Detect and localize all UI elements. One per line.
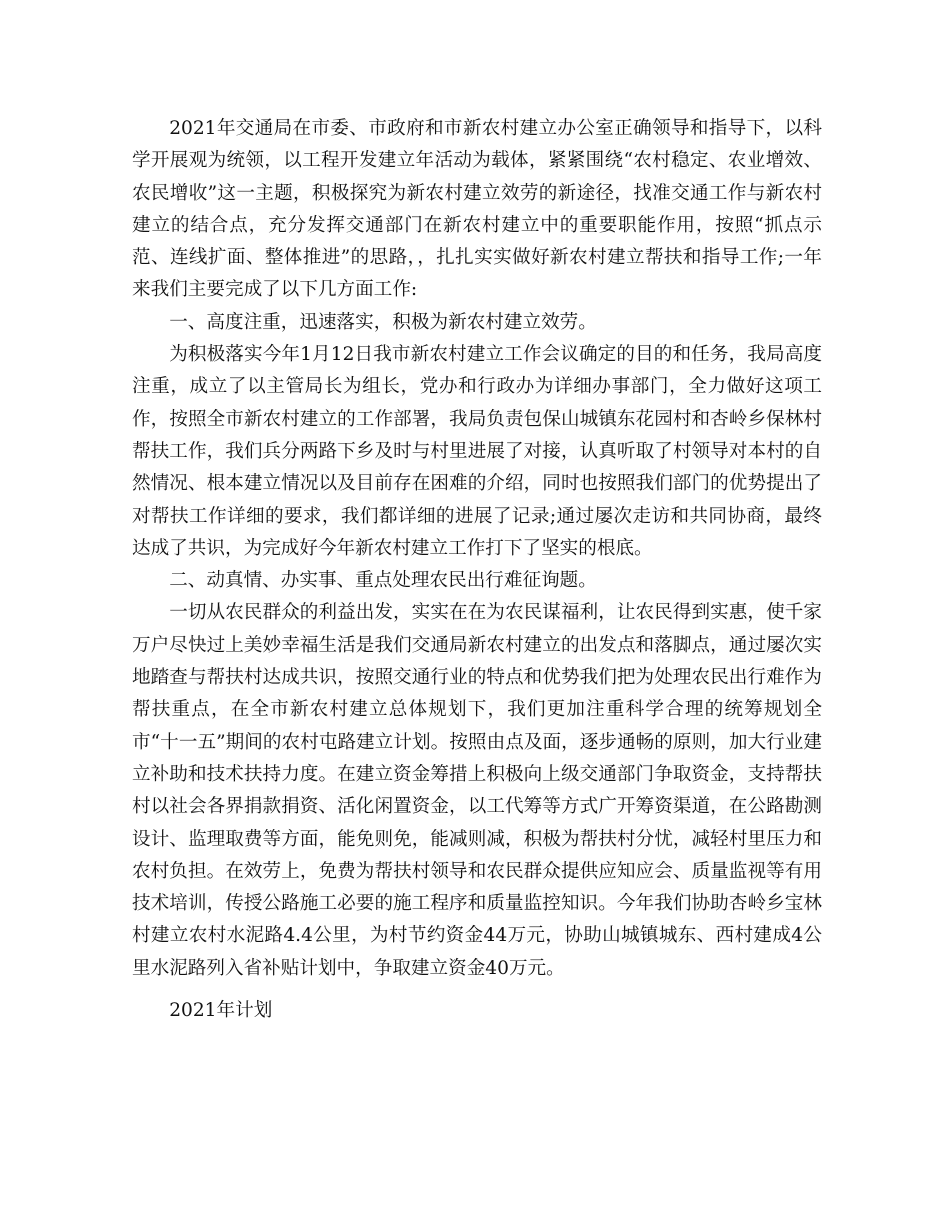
section-2-paragraph: 一切从农民群众的利益出发，实实在在为农民谋福利，让农民得到实惠，使千家万户尽快过上美妙幸福生活是我们交通局新农村建立的出发点和落脚点，通过屡次实地踏查与帮扶村达成共识，按照交通行业的特点和优势我们把为处理农民出行难作为帮扶重点，在全市新农村建立总体规划下，我们更加注重科学合理的统筹规划全市“十一五”期间的农村屯路建立计划。按照由点及面，逐步通畅的原则，加大行业建立补助和技术扶持力度。在建立资金筹措上积极向上级交通部门争取资金，支持帮扶村以社会各界捐款捐资、活化闲置资金，以工代筹等方式广开筹资渠道，在公路勘测设计、监理取费等方面，能免则免，能减则减，积极为帮扶村分忧，减轻村里压力和农村负担。在效劳上，免费为帮扶村领导和农民群众提供应知应会、质量监视等有用技术培训，传授公路施工必要的施工程序和质量监控知识。今年我们协助杏岭乡宝林村建立农村水泥路4.4公里，为村节约资金44万元，协助山城镇城东、西村建成4公里水泥路列入省补贴计划中，争取建立资金40万元。 — [132, 602, 822, 979]
section-heading-2: 二、动真情、办实事、重点处理农民出行难征询题。 — [169, 570, 597, 592]
section-1-paragraph: 为积极落实今年1月12日我市新农村建立工作会议确定的目的和任务，我局高度注重，成立了以主管局长为组长，党办和行政办为详细办事部门，全力做好这项工作，按照全市新农村建立的工作部署，我局负责包保山城镇东花园村和杏岭乡保林村帮扶工作，我们兵分两路下乡及时与村里进展了对接，认真听取了村领导对本村的自然情况、根本建立情况以及目前存在困难的介绍，同时也按照我们部门的优势提出了对帮扶工作详细的要求，我们都详细的进展了记录;通过屡次走访和共同协商，最终达成了共识，为完成好今年新农村建立工作打下了坚实的根底。 — [132, 344, 822, 559]
document-page — [132, 113, 822, 1027]
intro-paragraph: 2021年交通局在市委、市政府和市新农村建立办公室正确领导和指导下，以科学开展观为统领，以工程开发建立年活动为载体，紧紧围绕“农村稳定、农业增效、农民增收”这一主题，积极探究为新农村建立效劳的新途径，找准交通工作与新农村建立的结合点，充分发挥交通部门在新农村建立中的重要职能作用，按照“抓点示范、连线扩面、整体推进”的思路，，扎扎实实做好新农村建立帮扶和指导工作;一年来我们主要完成了以下几方面工作: — [132, 118, 822, 301]
section-heading-1: 一、高度注重，迅速落实，积极为新农村建立效劳。 — [169, 311, 597, 333]
plan-heading: 2021年计划 — [169, 1000, 273, 1022]
